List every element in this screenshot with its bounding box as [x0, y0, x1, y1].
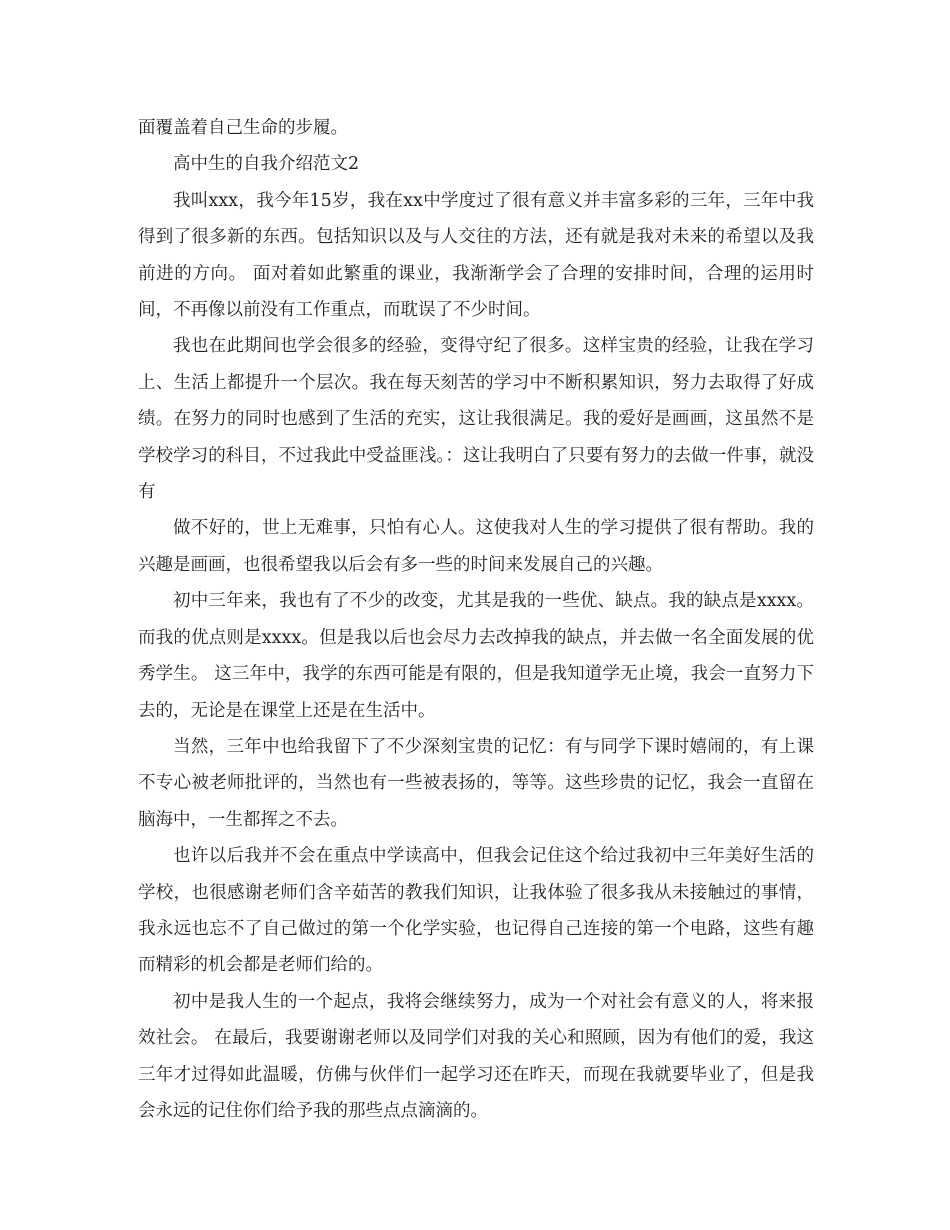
document-body [138, 110, 814, 1129]
paragraph: 初中三年来，我也有了不少的改变，尤其是我的一些优、缺点。我的缺点是xxxx。而我的优点则是xxxx。但是我以后也会尽力去改掉我的缺点，并去做一名全面发展的优秀学生。 这三年中，我学的东西可能是有限的，但是我知道学无止境，我会一直努力下去的，无论是在课堂上还是在生活中。 [138, 591, 814, 721]
paragraph: 初中是我人生的一个起点，我将会继续努力，成为一个对社会有意义的人，将来报效社会。 在最后，我要谢谢老师以及同学们对我的关心和照顾，因为有他们的爱，我这三年才过得如此温暖，仿佛与伙伴们一起学习还在昨天，而现在我就要毕业了，但是我会永远的记住你们给予我的那些点点滴滴的。 [138, 991, 814, 1121]
paragraph: 也许以后我并不会在重点中学读高中，但我会记住这个给过我初中三年美好生活的学校，也很感谢老师们含辛茹苦的教我们知识，让我体验了很多我从未接触过的事情，我永远也忘不了自己做过的第一个化学实验，也记得自己连接的第一个电路，这些有趣而精彩的机会都是老师们给的。 [138, 846, 814, 976]
paragraph: 我叫xxx，我今年15岁，我在xx中学度过了很有意义并丰富多彩的三年，三年中我得到了很多新的东西。包括知识以及与人交往的方法，还有就是我对未来的希望以及我前进的方向。 面对着如此繁重的课业，我渐渐学会了合理的安排时间，合理的运用时间，不再像以前没有工作重点，而耽误了不少时间。 [138, 190, 814, 321]
paragraph: 做不好的，世上无难事，只怕有心人。这使我对人生的学习提供了很有帮助。我的兴趣是画画，也很希望我以后会有多一些的时间来发展自己的兴趣。 [138, 518, 814, 575]
paragraph: 当然，三年中也给我留下了不少深刻宝贵的记忆：有与同学下课时嬉闹的，有上课不专心被老师批评的，当然也有一些被表扬的，等等。这些珍贵的记忆，我会一直留在脑海中，一生都挥之不去。 [138, 736, 814, 830]
section-heading: 高中生的自我介绍范文2 [173, 154, 360, 175]
paragraph-continuation: 面覆盖着自己生命的步履。 [138, 118, 348, 138]
paragraph: 我也在此期间也学会很多的经验，变得守纪了很多。这样宝贵的经验，让我在学习上、生活上都提升一个层次。我在每天刻苦的学习中不断积累知识，努力去取得了好成绩。在努力的同时也感到了生活的充实，这让我很满足。我的爱好是画画，这虽然不是学校学习的科目，不过我此中受益匪浅。：这让我明白了只要有努力的去做一件事，就没有 [138, 336, 814, 503]
